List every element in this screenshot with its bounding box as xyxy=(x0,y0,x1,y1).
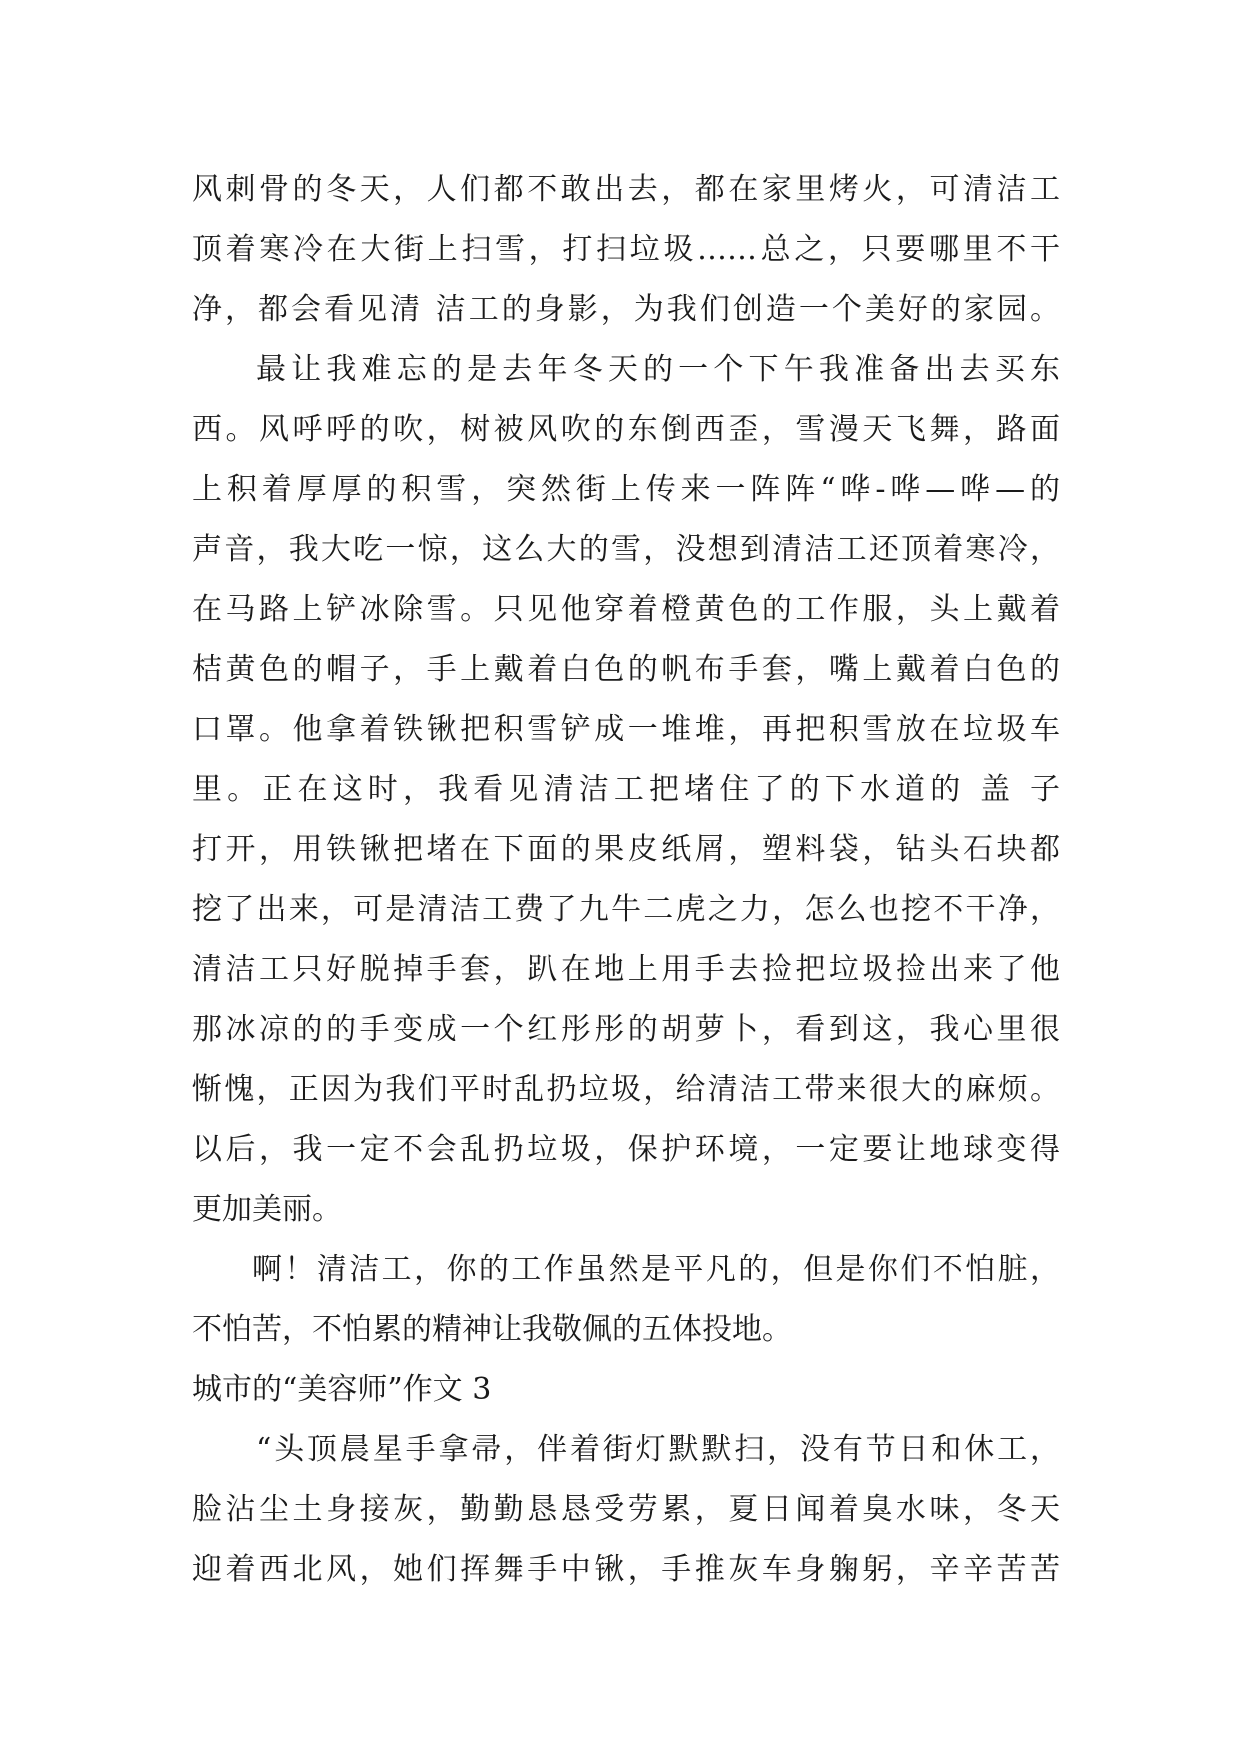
text-line: 迎着西北风，她们挥舞手中锹，手推灰车身躹躬，辛辛苦苦 xyxy=(192,1552,1060,1587)
text-line: 打开，用铁锹把堵在下面的果皮纸屑，塑料袋，钻头石块都 xyxy=(192,832,1060,867)
text-line: 那冰凉的的手变成一个红彤彤的胡萝卜，看到这，我心里很 xyxy=(192,1012,1060,1047)
text-line: 西。风呼呼的吹，树被风吹的东倒西歪，雪漫天飞舞，路面 xyxy=(192,412,1060,447)
paragraph-start-line: “头顶晨星手拿帚，伴着街灯默默扫，没有节日和休工， xyxy=(256,1432,1060,1467)
text-line: 惭愧，正因为我们平时乱扔垃圾，给清洁工带来很大的麻烦。 xyxy=(192,1072,1060,1107)
paragraph-end-line: 更加美丽。 xyxy=(192,1192,342,1227)
text-line: 口罩。他拿着铁锹把积雪铲成一堆堆，再把积雪放在垃圾车 xyxy=(192,712,1060,747)
text-line: 清洁工只好脱掉手套，趴在地上用手去捡把垃圾捡出来了他 xyxy=(192,952,1060,987)
text-line: 顶着寒冷在大街上扫雪，打扫垃圾……总之，只要哪里不干 xyxy=(192,232,1060,267)
text-line: 声音，我大吃一惊，这么大的雪，没想到清洁工还顶着寒冷， xyxy=(192,532,1060,567)
text-line: 上积着厚厚的积雪，突然街上传来一阵阵“哗-哗—哗—的 xyxy=(192,472,1060,507)
text-line: 风刺骨的冬天，人们都不敢出去，都在家里烤火，可清洁工 xyxy=(192,172,1060,207)
text-line: 净，都会看见清 洁工的身影，为我们创造一个美好的家园。 xyxy=(192,292,1060,327)
text-line: 桔黄色的帽子，手上戴着白色的帆布手套，嘴上戴着白色的 xyxy=(192,652,1060,687)
document-body xyxy=(192,160,1060,1600)
paragraph-start-line: 最让我难忘的是去年冬天的一个下午我准备出去买东 xyxy=(256,352,1060,387)
text-line: 以后，我一定不会乱扔垃圾，保护环境，一定要让地球变得 xyxy=(192,1132,1060,1167)
text-line: 在马路上铲冰除雪。只见他穿着橙黄色的工作服，头上戴着 xyxy=(192,592,1060,627)
text-line: 里。正在这时，我看见清洁工把堵住了的下水道的 盖 子 xyxy=(192,772,1060,807)
paragraph-start-line: 啊！清洁工，你的工作虽然是平凡的，但是你们不怕脏， xyxy=(252,1252,1060,1287)
text-line: 脸沾尘土身接灰，勤勤恳恳受劳累，夏日闻着臭水味，冬天 xyxy=(192,1492,1060,1527)
section-heading: 城市的“美容师”作文 3 xyxy=(192,1372,492,1407)
text-line: 挖了出来，可是清洁工费了九牛二虎之力，怎么也挖不干净， xyxy=(192,892,1060,927)
paragraph-end-line: 不怕苦，不怕累的精神让我敬佩的五体投地。 xyxy=(192,1312,792,1347)
